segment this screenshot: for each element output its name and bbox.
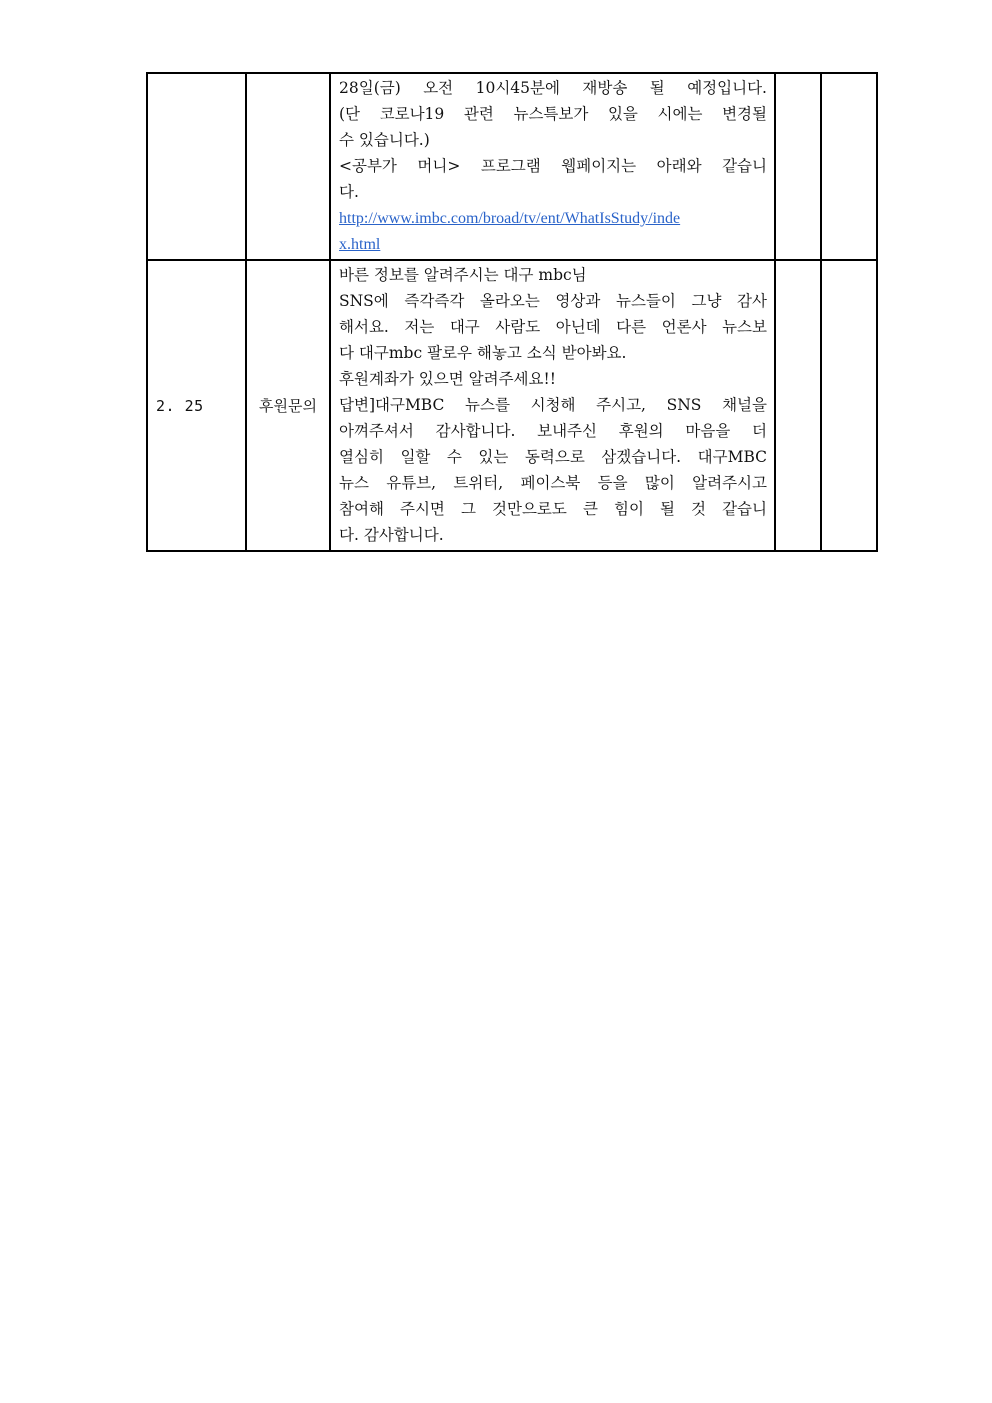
content-line: 다. [339, 183, 359, 201]
content-line: 수 있습니다.) [339, 131, 430, 149]
type-cell [246, 73, 330, 260]
inquiry-table [146, 72, 878, 552]
content-line: <공부가 머니> 프로그램 웹페이지는 아래와 같습니 [339, 157, 767, 175]
content-line: 참여해 주시면 그 것만으로도 큰 힘이 될 것 같습니 [339, 500, 767, 518]
empty-cell [775, 73, 821, 260]
webpage-link[interactable] [339, 205, 767, 231]
content-line: 다 대구mbc 팔로우 해놓고 소식 받아봐요. [339, 344, 627, 362]
content-line: SNS에 즉각즉각 올라오는 영상과 뉴스들이 그냥 감사 [339, 292, 767, 310]
content-cell [330, 260, 775, 551]
empty-cell [775, 260, 821, 551]
content-line: 답변]대구MBC 뉴스를 시청해 주시고, SNS 채널을 [339, 396, 767, 414]
type-text: 후원문의 [259, 397, 317, 415]
type-cell [246, 260, 330, 551]
content-line: 다. 감사합니다. [339, 526, 444, 544]
content-line: 바른 정보를 알려주시는 대구 mbc님 [339, 266, 587, 284]
content-line: 뉴스 유튜브, 트위터, 페이스북 등을 많이 알려주시고 [339, 474, 767, 492]
empty-cell [821, 260, 877, 551]
date-text: 2. 25 [156, 396, 204, 415]
content-line: 후원계좌가 있으면 알려주세요!! [339, 370, 556, 388]
table-row [147, 260, 877, 551]
content-cell [330, 73, 775, 260]
content-line: 28일(금) 오전 10시45분에 재방송 될 예정입니다. [339, 79, 767, 97]
empty-cell [821, 73, 877, 260]
webpage-link-text[interactable]: http://www.imbc.com/broad/tv/ent/WhatIsStudy/inde [339, 210, 681, 227]
content-line: 열심히 일할 수 있는 동력으로 삼겠습니다. 대구MBC [339, 448, 767, 466]
content-line: 해서요. 저는 대구 사람도 아닌데 다른 언론사 뉴스보 [339, 318, 767, 336]
webpage-link-text[interactable]: x.html [339, 236, 381, 253]
webpage-link-continued[interactable] [339, 231, 767, 257]
content-line: 아껴주셔서 감사합니다. 보내주신 후원의 마음을 더 [339, 422, 767, 440]
content-line: (단 코로나19 관련 뉴스특보가 있을 시에는 변경될 [339, 105, 767, 123]
date-cell [147, 260, 246, 551]
table-row [147, 73, 877, 260]
date-cell [147, 73, 246, 260]
